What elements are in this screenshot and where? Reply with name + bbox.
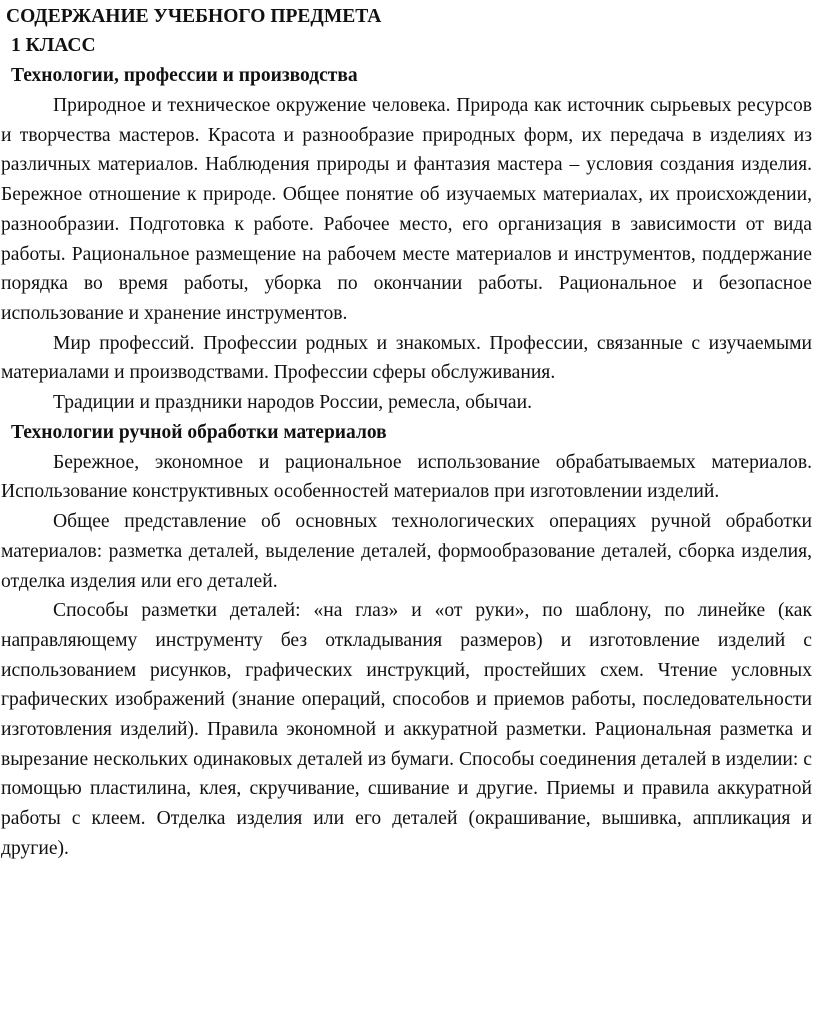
document-title: СОДЕРЖАНИЕ УЧЕБНОГО ПРЕДМЕТА (6, 6, 382, 27)
paragraph: Общее представление об основных технологических операциях ручной обработки материалов: разметка деталей, выделение деталей, формообразование деталей, сборка изделия, отделка изделия или его деталей. (1, 511, 812, 592)
section-manual-processing (1, 418, 812, 864)
paragraph: Бережное, экономное и рациональное использование обрабатываемых материалов. Использование конструктивных особенностей материалов при изготовлении изделий. (1, 451, 812, 503)
grade-heading: 1 КЛАСС (11, 35, 96, 56)
section-heading: Технологии, профессии и производства (11, 65, 358, 86)
paragraph: Мир профессий. Профессии родных и знакомых. Профессии, связанные с изучаемыми материалами и производствами. Профессии сферы обслуживания. (1, 332, 812, 384)
section-technologies-professions (1, 61, 812, 418)
paragraph: Традиции и праздники народов России, ремесла, обычаи. (53, 392, 533, 414)
paragraph: Природное и техническое окружение человека. Природа как источник сырьевых ресурсов и творчества мастеров. Красота и разнообразие природных форм, их передача в изделиях из различных материалов. Наблюдения природы и фантазия мастера – условия создания изделия. Бережное отношение к природе. Общее понятие об изучаемых материалах, их происхождении, разнообразии. Подготовка к работе. Рабочее место, его организация в зависимости от вида работы. Рациональное размещение на рабочем месте материалов и инструментов, поддержание порядка во время работы, уборка по окончании работы. Рациональное и безопасное использование и хранение инструментов. (1, 95, 812, 324)
paragraph: Способы разметки деталей: «на глаз» и «от руки», по шаблону, по линейке (как направляющему инструменту без откладывания размеров) и изготовление изделий с использованием рисунков, графических инструкций, простейших схем. Чтение условных графических изображений (знание операций, способов и приемов работы, последовательности изготовления изделий). Правила экономной и аккуратной разметки. Рациональная разметка и вырезание нескольких одинаковых деталей из бумаги. Способы соединения деталей в изделии: с помощью пластилина, клея, скручивание, сшивание и другие. Приемы и правила аккуратной работы с клеем. Отделка изделия или его деталей (окрашивание, вышивка, аппликация и другие). (1, 600, 812, 859)
section-heading: Технологии ручной обработки материалов (11, 421, 387, 443)
